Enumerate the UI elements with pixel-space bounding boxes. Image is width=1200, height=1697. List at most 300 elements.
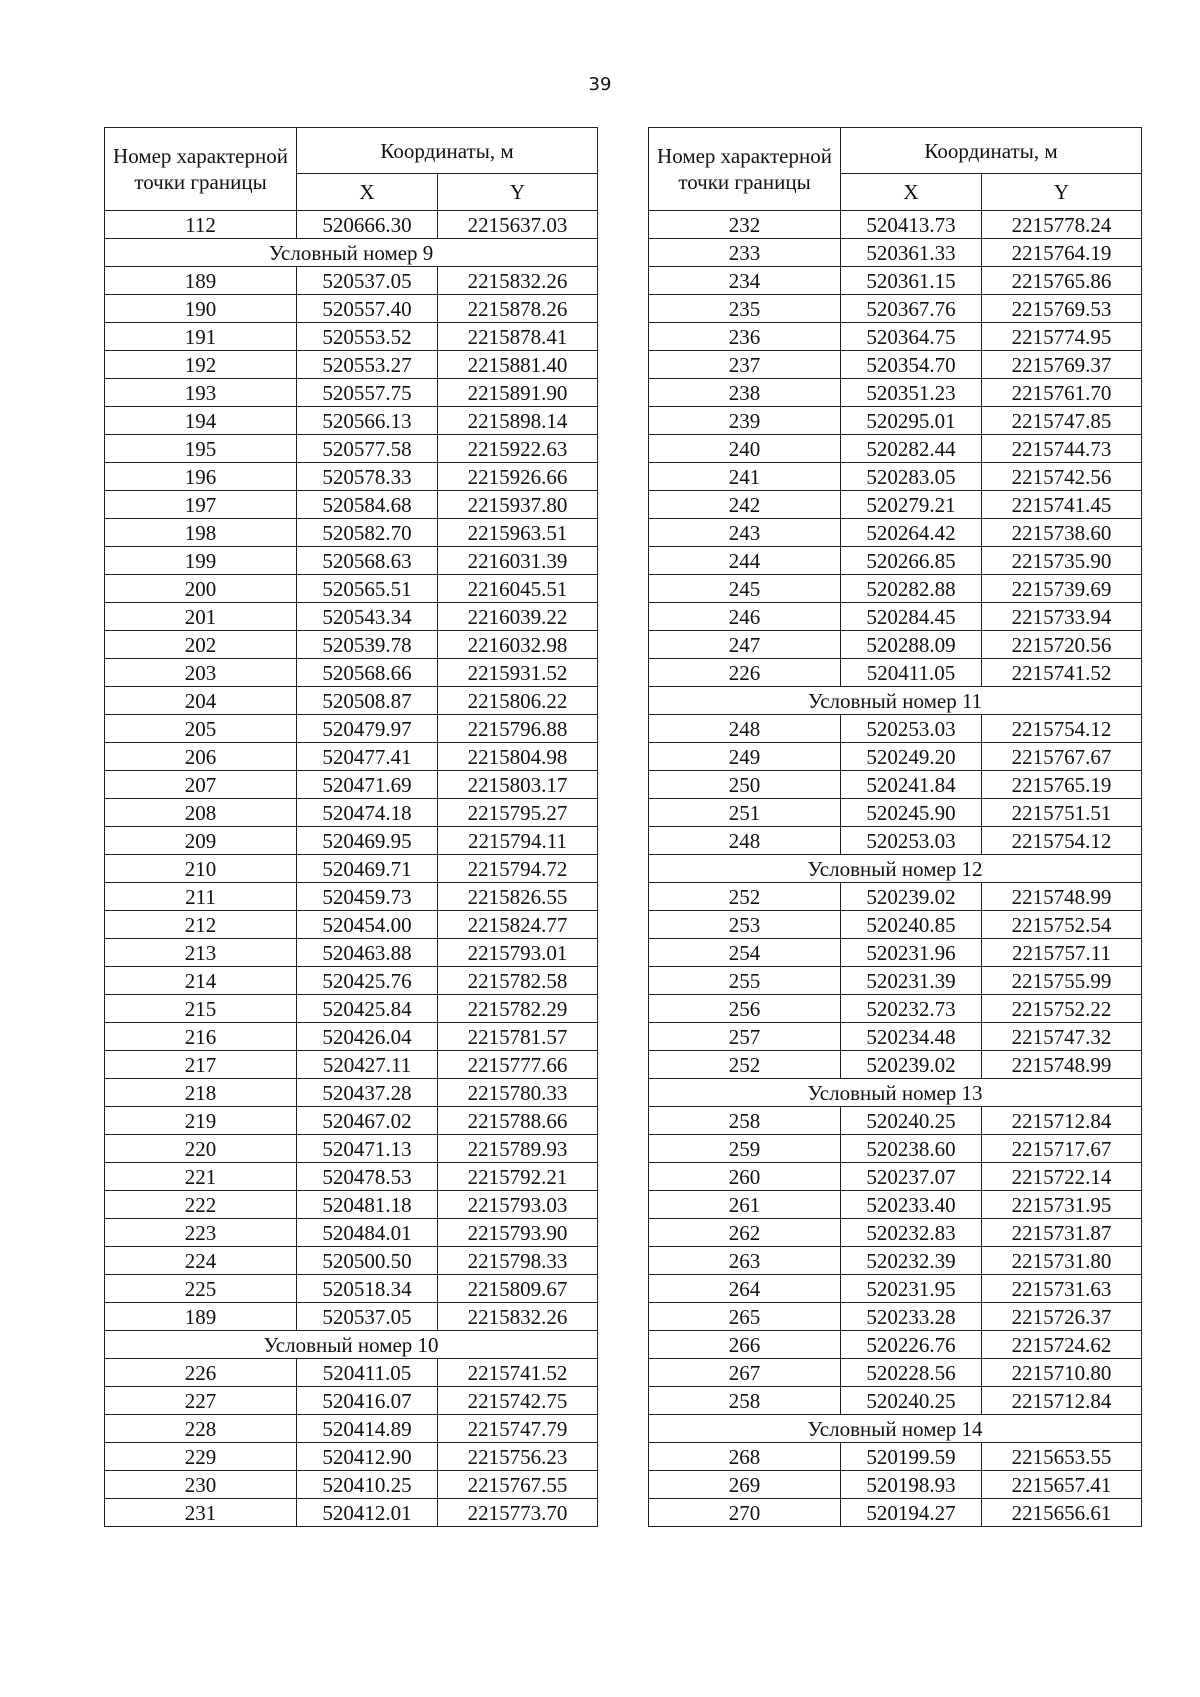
x-coordinate-cell: 520666.30	[297, 211, 438, 239]
x-coordinate-cell: 520232.39	[841, 1247, 982, 1275]
x-coordinate-cell: 520239.02	[841, 883, 982, 911]
table-row	[105, 1443, 598, 1471]
x-coordinate-cell: 520283.05	[841, 463, 982, 491]
point-number-cell: 213	[105, 939, 297, 967]
point-number-cell: 202	[105, 631, 297, 659]
x-coordinate-cell: 520427.11	[297, 1051, 438, 1079]
table-row	[649, 1331, 1142, 1359]
y-coordinate-cell: 2215788.66	[438, 1107, 598, 1135]
point-number-cell: 268	[649, 1443, 841, 1471]
point-number-cell: 264	[649, 1275, 841, 1303]
y-coordinate-cell: 2215832.26	[438, 267, 598, 295]
y-coordinate-cell: 2215794.72	[438, 855, 598, 883]
section-row	[649, 687, 1142, 715]
table-row	[649, 799, 1142, 827]
table-row	[105, 1023, 598, 1051]
point-number-cell: 233	[649, 239, 841, 267]
x-coordinate-cell: 520537.05	[297, 267, 438, 295]
section-row	[649, 1079, 1142, 1107]
point-number-cell: 266	[649, 1331, 841, 1359]
point-number-cell: 227	[105, 1387, 297, 1415]
table-row	[105, 687, 598, 715]
table-row	[105, 295, 598, 323]
section-row	[649, 855, 1142, 883]
section-row	[649, 1415, 1142, 1443]
x-coordinate-cell: 520582.70	[297, 519, 438, 547]
x-coordinate-cell: 520361.15	[841, 267, 982, 295]
x-coordinate-cell: 520351.23	[841, 379, 982, 407]
y-coordinate-cell: 2215782.29	[438, 995, 598, 1023]
point-number-cell: 194	[105, 407, 297, 435]
table-row	[105, 1135, 598, 1163]
y-coordinate-cell: 2215751.51	[982, 799, 1142, 827]
y-coordinate-cell: 2215937.80	[438, 491, 598, 519]
coordinates-table-right	[648, 127, 1142, 1527]
point-number-cell: 190	[105, 295, 297, 323]
point-number-cell: 195	[105, 435, 297, 463]
y-coordinate-cell: 2215824.77	[438, 911, 598, 939]
header-y: Y	[982, 174, 1142, 211]
point-number-cell: 189	[105, 1303, 297, 1331]
x-coordinate-cell: 520266.85	[841, 547, 982, 575]
x-coordinate-cell: 520469.71	[297, 855, 438, 883]
y-coordinate-cell: 2215764.19	[982, 239, 1142, 267]
point-number-cell: 223	[105, 1219, 297, 1247]
x-coordinate-cell: 520416.07	[297, 1387, 438, 1415]
point-number-cell: 263	[649, 1247, 841, 1275]
point-number-cell: 222	[105, 1191, 297, 1219]
table-row	[649, 295, 1142, 323]
y-coordinate-cell: 2215767.55	[438, 1471, 598, 1499]
x-coordinate-cell: 520537.05	[297, 1303, 438, 1331]
x-coordinate-cell: 520232.83	[841, 1219, 982, 1247]
y-coordinate-cell: 2215710.80	[982, 1359, 1142, 1387]
y-coordinate-cell: 2215767.67	[982, 743, 1142, 771]
point-number-cell: 203	[105, 659, 297, 687]
table-row	[105, 407, 598, 435]
table-row	[649, 267, 1142, 295]
section-label: Условный номер 10	[105, 1331, 598, 1359]
y-coordinate-cell: 2215712.84	[982, 1387, 1142, 1415]
table-row	[649, 1191, 1142, 1219]
table-row	[105, 463, 598, 491]
table-row	[105, 1499, 598, 1527]
table-row	[105, 1107, 598, 1135]
x-coordinate-cell: 520454.00	[297, 911, 438, 939]
table-row	[649, 603, 1142, 631]
point-number-cell: 270	[649, 1499, 841, 1527]
x-coordinate-cell: 520500.50	[297, 1247, 438, 1275]
point-number-cell: 253	[649, 911, 841, 939]
x-coordinate-cell: 520194.27	[841, 1499, 982, 1527]
x-coordinate-cell: 520361.33	[841, 239, 982, 267]
y-coordinate-cell: 2215769.53	[982, 295, 1142, 323]
point-number-cell: 232	[649, 211, 841, 239]
y-coordinate-cell: 2215752.22	[982, 995, 1142, 1023]
y-coordinate-cell: 2215798.33	[438, 1247, 598, 1275]
point-number-cell: 246	[649, 603, 841, 631]
x-coordinate-cell: 520239.02	[841, 1051, 982, 1079]
x-coordinate-cell: 520228.56	[841, 1359, 982, 1387]
point-number-cell: 247	[649, 631, 841, 659]
point-number-cell: 259	[649, 1135, 841, 1163]
x-coordinate-cell: 520253.03	[841, 827, 982, 855]
point-number-cell: 215	[105, 995, 297, 1023]
y-coordinate-cell: 2215738.60	[982, 519, 1142, 547]
point-number-cell: 255	[649, 967, 841, 995]
table-row	[649, 1303, 1142, 1331]
x-coordinate-cell: 520240.25	[841, 1107, 982, 1135]
point-number-cell: 256	[649, 995, 841, 1023]
y-coordinate-cell: 2215793.01	[438, 939, 598, 967]
point-number-cell: 211	[105, 883, 297, 911]
point-number-cell: 214	[105, 967, 297, 995]
y-coordinate-cell: 2215826.55	[438, 883, 598, 911]
table-row	[649, 715, 1142, 743]
table-row	[105, 519, 598, 547]
table-row	[649, 771, 1142, 799]
x-coordinate-cell: 520412.90	[297, 1443, 438, 1471]
point-number-cell: 226	[105, 1359, 297, 1387]
y-coordinate-cell: 2215881.40	[438, 351, 598, 379]
x-coordinate-cell: 520241.84	[841, 771, 982, 799]
x-coordinate-cell: 520568.66	[297, 659, 438, 687]
point-number-cell: 218	[105, 1079, 297, 1107]
x-coordinate-cell: 520282.44	[841, 435, 982, 463]
header-coordinates: Координаты, м	[841, 128, 1142, 174]
point-number-cell: 200	[105, 575, 297, 603]
table-row	[649, 1163, 1142, 1191]
x-coordinate-cell: 520240.25	[841, 1387, 982, 1415]
table-row	[105, 211, 598, 239]
x-coordinate-cell: 520568.63	[297, 547, 438, 575]
point-number-cell: 212	[105, 911, 297, 939]
y-coordinate-cell: 2215717.67	[982, 1135, 1142, 1163]
x-coordinate-cell: 520411.05	[841, 659, 982, 687]
table-row	[105, 1471, 598, 1499]
x-coordinate-cell: 520412.01	[297, 1499, 438, 1527]
header-x: X	[297, 174, 438, 211]
x-coordinate-cell: 520463.88	[297, 939, 438, 967]
y-coordinate-cell: 2215795.27	[438, 799, 598, 827]
y-coordinate-cell: 2216045.51	[438, 575, 598, 603]
x-coordinate-cell: 520249.20	[841, 743, 982, 771]
x-coordinate-cell: 520240.85	[841, 911, 982, 939]
point-number-cell: 209	[105, 827, 297, 855]
table-row	[105, 659, 598, 687]
y-coordinate-cell: 2215741.45	[982, 491, 1142, 519]
y-coordinate-cell: 2215755.99	[982, 967, 1142, 995]
point-number-cell: 197	[105, 491, 297, 519]
table-body-right	[649, 211, 1142, 1527]
point-number-cell: 193	[105, 379, 297, 407]
header-y: Y	[438, 174, 598, 211]
header-x: X	[841, 174, 982, 211]
point-number-cell: 257	[649, 1023, 841, 1051]
x-coordinate-cell: 520543.34	[297, 603, 438, 631]
y-coordinate-cell: 2215733.94	[982, 603, 1142, 631]
point-number-cell: 238	[649, 379, 841, 407]
y-coordinate-cell: 2215741.52	[982, 659, 1142, 687]
point-number-cell: 225	[105, 1275, 297, 1303]
point-number-cell: 239	[649, 407, 841, 435]
x-coordinate-cell: 520481.18	[297, 1191, 438, 1219]
table-row	[105, 799, 598, 827]
y-coordinate-cell: 2215657.41	[982, 1471, 1142, 1499]
x-coordinate-cell: 520354.70	[841, 351, 982, 379]
point-number-cell: 262	[649, 1219, 841, 1247]
point-number-cell: 258	[649, 1107, 841, 1135]
table-row	[649, 1471, 1142, 1499]
table-row	[105, 1359, 598, 1387]
table-row	[105, 883, 598, 911]
table-row	[105, 491, 598, 519]
x-coordinate-cell: 520284.45	[841, 603, 982, 631]
x-coordinate-cell: 520553.27	[297, 351, 438, 379]
table-row	[649, 967, 1142, 995]
x-coordinate-cell: 520198.93	[841, 1471, 982, 1499]
table-row	[105, 1191, 598, 1219]
x-coordinate-cell: 520478.53	[297, 1163, 438, 1191]
x-coordinate-cell: 520238.60	[841, 1135, 982, 1163]
x-coordinate-cell: 520565.51	[297, 575, 438, 603]
point-number-cell: 243	[649, 519, 841, 547]
point-number-cell: 196	[105, 463, 297, 491]
point-number-cell: 245	[649, 575, 841, 603]
y-coordinate-cell: 2215782.58	[438, 967, 598, 995]
y-coordinate-cell: 2216031.39	[438, 547, 598, 575]
table-row	[105, 323, 598, 351]
x-coordinate-cell: 520566.13	[297, 407, 438, 435]
x-coordinate-cell: 520578.33	[297, 463, 438, 491]
y-coordinate-cell: 2215773.70	[438, 1499, 598, 1527]
x-coordinate-cell: 520199.59	[841, 1443, 982, 1471]
y-coordinate-cell: 2215731.87	[982, 1219, 1142, 1247]
y-coordinate-cell: 2215792.21	[438, 1163, 598, 1191]
table-row	[649, 1359, 1142, 1387]
table-row	[649, 911, 1142, 939]
x-coordinate-cell: 520539.78	[297, 631, 438, 659]
x-coordinate-cell: 520288.09	[841, 631, 982, 659]
table-row	[649, 883, 1142, 911]
section-label: Условный номер 13	[649, 1079, 1142, 1107]
table-row	[105, 1079, 598, 1107]
table-row	[105, 379, 598, 407]
point-number-cell: 221	[105, 1163, 297, 1191]
point-number-cell: 201	[105, 603, 297, 631]
table-row	[105, 1415, 598, 1443]
section-label: Условный номер 11	[649, 687, 1142, 715]
y-coordinate-cell: 2216032.98	[438, 631, 598, 659]
header-coordinates: Координаты, м	[297, 128, 598, 174]
y-coordinate-cell: 2215774.95	[982, 323, 1142, 351]
point-number-cell: 240	[649, 435, 841, 463]
table-row	[105, 1051, 598, 1079]
y-coordinate-cell: 2215878.41	[438, 323, 598, 351]
x-coordinate-cell: 520577.58	[297, 435, 438, 463]
point-number-cell: 198	[105, 519, 297, 547]
x-coordinate-cell: 520425.76	[297, 967, 438, 995]
table-row	[105, 715, 598, 743]
x-coordinate-cell: 520231.39	[841, 967, 982, 995]
y-coordinate-cell: 2215744.73	[982, 435, 1142, 463]
y-coordinate-cell: 2215789.93	[438, 1135, 598, 1163]
y-coordinate-cell: 2215778.24	[982, 211, 1142, 239]
table-row	[649, 1023, 1142, 1051]
point-number-cell: 261	[649, 1191, 841, 1219]
y-coordinate-cell: 2215926.66	[438, 463, 598, 491]
y-coordinate-cell: 2215796.88	[438, 715, 598, 743]
table-row	[649, 995, 1142, 1023]
x-coordinate-cell: 520459.73	[297, 883, 438, 911]
x-coordinate-cell: 520231.95	[841, 1275, 982, 1303]
point-number-cell: 236	[649, 323, 841, 351]
point-number-cell: 199	[105, 547, 297, 575]
x-coordinate-cell: 520264.42	[841, 519, 982, 547]
y-coordinate-cell: 2215793.90	[438, 1219, 598, 1247]
point-number-cell: 269	[649, 1471, 841, 1499]
point-number-cell: 216	[105, 1023, 297, 1051]
y-coordinate-cell: 2215765.86	[982, 267, 1142, 295]
y-coordinate-cell: 2215780.33	[438, 1079, 598, 1107]
y-coordinate-cell: 2215761.70	[982, 379, 1142, 407]
y-coordinate-cell: 2215754.12	[982, 715, 1142, 743]
x-coordinate-cell: 520413.73	[841, 211, 982, 239]
coordinates-table-left	[104, 127, 598, 1527]
x-coordinate-cell: 520410.25	[297, 1471, 438, 1499]
table-row	[105, 1163, 598, 1191]
point-number-cell: 230	[105, 1471, 297, 1499]
y-coordinate-cell: 2215739.69	[982, 575, 1142, 603]
y-coordinate-cell: 2215803.17	[438, 771, 598, 799]
table-row	[649, 827, 1142, 855]
point-number-cell: 112	[105, 211, 297, 239]
y-coordinate-cell: 2215832.26	[438, 1303, 598, 1331]
header-point-number: Номер характерной точки границы	[649, 128, 841, 211]
x-coordinate-cell: 520411.05	[297, 1359, 438, 1387]
x-coordinate-cell: 520471.13	[297, 1135, 438, 1163]
point-number-cell: 252	[649, 1051, 841, 1079]
table-row	[649, 631, 1142, 659]
y-coordinate-cell: 2215722.14	[982, 1163, 1142, 1191]
y-coordinate-cell: 2215777.66	[438, 1051, 598, 1079]
y-coordinate-cell: 2215741.52	[438, 1359, 598, 1387]
point-number-cell: 248	[649, 715, 841, 743]
point-number-cell: 265	[649, 1303, 841, 1331]
y-coordinate-cell: 2215756.23	[438, 1443, 598, 1471]
x-coordinate-cell: 520282.88	[841, 575, 982, 603]
table-row	[105, 771, 598, 799]
table-row	[105, 995, 598, 1023]
point-number-cell: 258	[649, 1387, 841, 1415]
header-point-number: Номер характерной точки границы	[105, 128, 297, 211]
table-row	[649, 1499, 1142, 1527]
y-coordinate-cell: 2215747.79	[438, 1415, 598, 1443]
table-row	[649, 939, 1142, 967]
table-row	[649, 1219, 1142, 1247]
x-coordinate-cell: 520437.28	[297, 1079, 438, 1107]
y-coordinate-cell: 2215748.99	[982, 1051, 1142, 1079]
table-row	[105, 547, 598, 575]
x-coordinate-cell: 520477.41	[297, 743, 438, 771]
section-label: Условный номер 14	[649, 1415, 1142, 1443]
point-number-cell: 237	[649, 351, 841, 379]
x-coordinate-cell: 520471.69	[297, 771, 438, 799]
y-coordinate-cell: 2215742.56	[982, 463, 1142, 491]
table-row	[105, 267, 598, 295]
y-coordinate-cell: 2215963.51	[438, 519, 598, 547]
point-number-cell: 229	[105, 1443, 297, 1471]
x-coordinate-cell: 520469.95	[297, 827, 438, 855]
table-row	[649, 407, 1142, 435]
section-label: Условный номер 9	[105, 239, 598, 267]
point-number-cell: 228	[105, 1415, 297, 1443]
x-coordinate-cell: 520467.02	[297, 1107, 438, 1135]
table-row	[649, 1387, 1142, 1415]
table-row	[105, 1219, 598, 1247]
table-row	[105, 575, 598, 603]
point-number-cell: 241	[649, 463, 841, 491]
x-coordinate-cell: 520245.90	[841, 799, 982, 827]
y-coordinate-cell: 2215731.80	[982, 1247, 1142, 1275]
table-row	[649, 519, 1142, 547]
table-row	[649, 1051, 1142, 1079]
x-coordinate-cell: 520226.76	[841, 1331, 982, 1359]
point-number-cell: 252	[649, 883, 841, 911]
point-number-cell: 204	[105, 687, 297, 715]
table-row	[649, 1135, 1142, 1163]
y-coordinate-cell: 2215765.19	[982, 771, 1142, 799]
table-row	[105, 603, 598, 631]
section-label: Условный номер 12	[649, 855, 1142, 883]
point-number-cell: 219	[105, 1107, 297, 1135]
table-row	[105, 435, 598, 463]
point-number-cell: 267	[649, 1359, 841, 1387]
table-row	[105, 1275, 598, 1303]
table-row	[649, 659, 1142, 687]
x-coordinate-cell: 520474.18	[297, 799, 438, 827]
page-number: 39	[588, 74, 612, 95]
point-number-cell: 231	[105, 1499, 297, 1527]
x-coordinate-cell: 520557.40	[297, 295, 438, 323]
x-coordinate-cell: 520553.52	[297, 323, 438, 351]
y-coordinate-cell: 2215726.37	[982, 1303, 1142, 1331]
y-coordinate-cell: 2215806.22	[438, 687, 598, 715]
y-coordinate-cell: 2215878.26	[438, 295, 598, 323]
table-row	[649, 463, 1142, 491]
y-coordinate-cell: 2215653.55	[982, 1443, 1142, 1471]
point-number-cell: 217	[105, 1051, 297, 1079]
y-coordinate-cell: 2215891.90	[438, 379, 598, 407]
y-coordinate-cell: 2215757.11	[982, 939, 1142, 967]
y-coordinate-cell: 2215769.37	[982, 351, 1142, 379]
table-row	[649, 435, 1142, 463]
x-coordinate-cell: 520584.68	[297, 491, 438, 519]
x-coordinate-cell: 520557.75	[297, 379, 438, 407]
section-row	[105, 1331, 598, 1359]
y-coordinate-cell: 2215748.99	[982, 883, 1142, 911]
x-coordinate-cell: 520367.76	[841, 295, 982, 323]
y-coordinate-cell: 2215720.56	[982, 631, 1142, 659]
point-number-cell: 244	[649, 547, 841, 575]
y-coordinate-cell: 2215731.95	[982, 1191, 1142, 1219]
y-coordinate-cell: 2215712.84	[982, 1107, 1142, 1135]
x-coordinate-cell: 520279.21	[841, 491, 982, 519]
table-row	[649, 323, 1142, 351]
point-number-cell: 208	[105, 799, 297, 827]
y-coordinate-cell: 2215931.52	[438, 659, 598, 687]
point-number-cell: 206	[105, 743, 297, 771]
